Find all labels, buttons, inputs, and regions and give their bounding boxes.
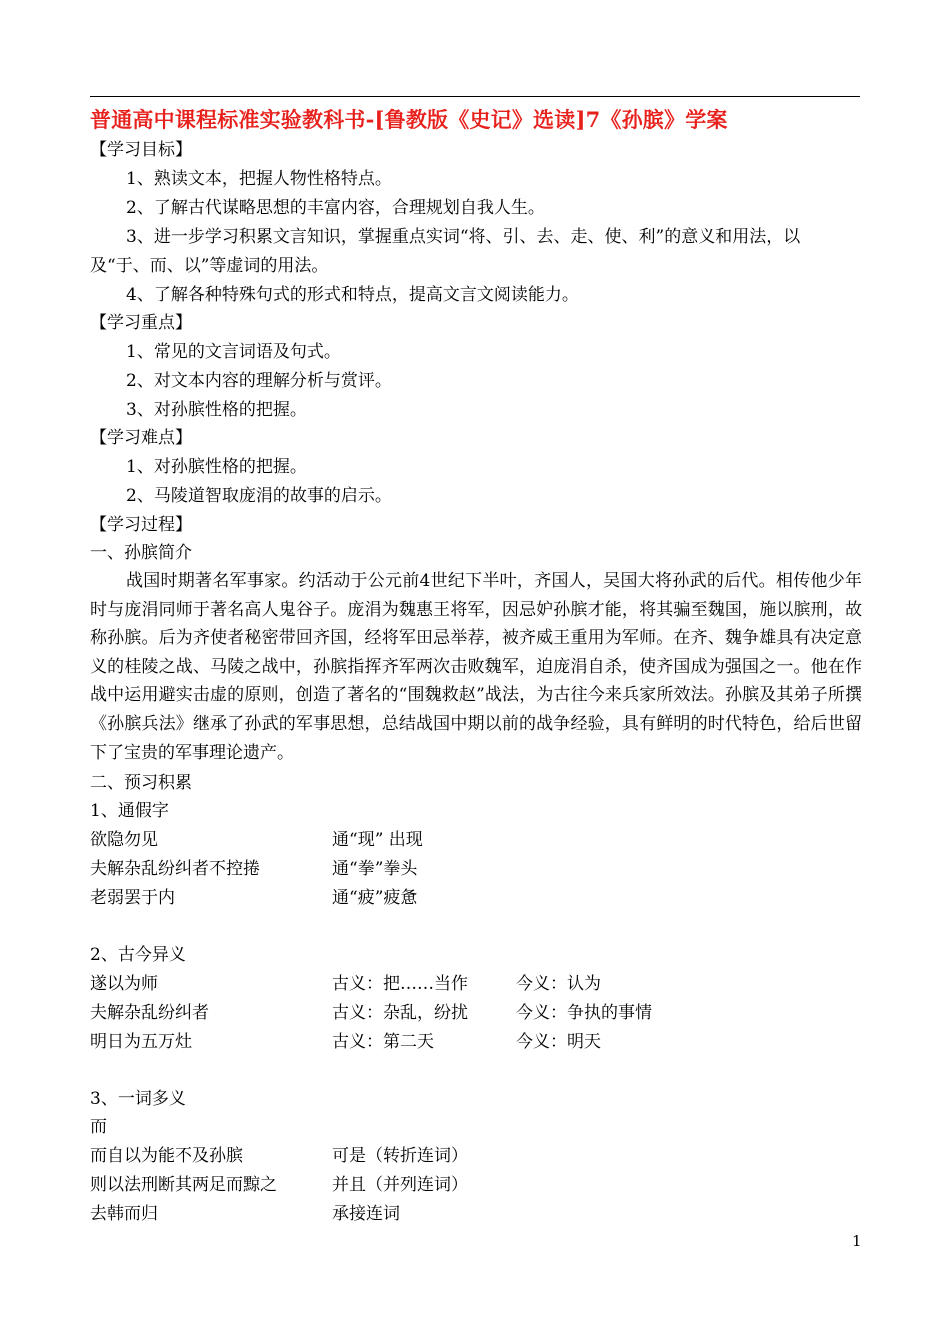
duoyi-heading: 3、一词多义 — [90, 1089, 186, 1109]
example-sentence: 则以法刑断其两足而黥之 — [90, 1175, 277, 1195]
example-sentence: 欲隐勿见 — [90, 830, 158, 850]
focus-item: 2、对文本内容的理解分析与赏评。 — [126, 371, 392, 391]
example-sentence: 遂以为师 — [90, 974, 158, 994]
goal-item: 3、进一步学习积累文言知识，掌握重点实词“将、引、去、走、使、利”的意义和用法，以 — [126, 227, 801, 247]
difficulty-header: 【学习难点】 — [90, 428, 192, 448]
page-number: 1 — [852, 1232, 862, 1250]
difficulty-item: 1、对孙膑性格的把握。 — [126, 457, 307, 477]
focus-header: 【学习重点】 — [90, 313, 192, 333]
goals-header: 【学习目标】 — [90, 140, 192, 160]
focus-item: 3、对孙膑性格的把握。 — [126, 400, 307, 420]
gujin-heading: 2、古今异义 — [90, 945, 186, 965]
explanation: 通“现” 出现 — [332, 830, 423, 850]
explanation: 承接连词 — [332, 1204, 400, 1224]
ancient-meaning: 古义：第二天 — [332, 1032, 434, 1052]
explanation: 可是（转折连词） — [332, 1146, 468, 1166]
example-sentence: 夫解杂乱纷纠者不控捲 — [90, 859, 260, 879]
process-header: 【学习过程】 — [90, 515, 192, 535]
ancient-meaning: 古义：杂乱，纷扰 — [332, 1003, 468, 1023]
difficulty-item: 2、马陵道智取庞涓的故事的启示。 — [126, 486, 392, 506]
modern-meaning: 今义：认为 — [516, 974, 601, 994]
prep-heading: 二、预习积累 — [90, 773, 192, 793]
focus-item: 1、常见的文言词语及句式。 — [126, 342, 341, 362]
duoyi-word: 而 — [90, 1117, 107, 1137]
example-sentence: 老弱罢于内 — [90, 888, 175, 908]
goal-item: 4、了解各种特殊句式的形式和特点，提高文言文阅读能力。 — [126, 285, 579, 305]
goal-item: 2、了解古代谋略思想的丰富内容，合理规划自我人生。 — [126, 198, 545, 218]
example-sentence: 去韩而归 — [90, 1204, 158, 1224]
goal-item: 1、熟读文本，把握人物性格特点。 — [126, 169, 392, 189]
example-sentence: 而自以为能不及孙膑 — [90, 1146, 243, 1166]
example-sentence: 明日为五万灶 — [90, 1032, 192, 1052]
example-sentence: 夫解杂乱纷纠者 — [90, 1003, 209, 1023]
explanation: 并且（并列连词） — [332, 1175, 468, 1195]
modern-meaning: 今义：明天 — [516, 1032, 601, 1052]
intro-paragraph: 战国时期著名军事家。约活动于公元前4世纪下半叶，齐国人，吴国大将孙武的后代。相传他少年时与庞涓同师于著名高人鬼谷子。庞涓为魏惠王将军，因忌妒孙膑才能，将其骗至魏国，施以膑刑，故称孙膑。后为齐使者秘密带回齐国，经将军田忌举荐，被齐威王重用为军师。在齐、魏争雄具有决定意义的桂陵之战、马陵之战中，孙膑指挥齐军两次击败魏军，迫庞涓自杀，使齐国成为强国之一。他在作战中运用避实击虚的原则，创造了著名的“围魏救赵”战法，为古往今来兵家所效法。孙膑及其弟子所撰《孙膑兵法》继承了孙武的军事思想，总结战国中期以前的战争经验，具有鲜明的时代特色，给后世留下了宝贵的军事理论遗产。 — [90, 571, 862, 763]
intro-heading: 一、孙膑简介 — [90, 543, 192, 563]
ancient-meaning: 古义：把……当作 — [332, 974, 468, 994]
explanation: 通“拳”拳头 — [332, 859, 418, 879]
explanation: 通“疲”疲惫 — [332, 888, 418, 908]
document-title: 普通高中课程标准实验教科书-[鲁教版《史记》选读]7《孙膑》学案 — [90, 107, 728, 132]
top-rule — [90, 96, 860, 97]
goal-item-continued: 及“于、而、以”等虚词的用法。 — [90, 256, 329, 276]
tongjiazi-heading: 1、通假字 — [90, 801, 169, 821]
modern-meaning: 今义：争执的事情 — [516, 1003, 652, 1023]
